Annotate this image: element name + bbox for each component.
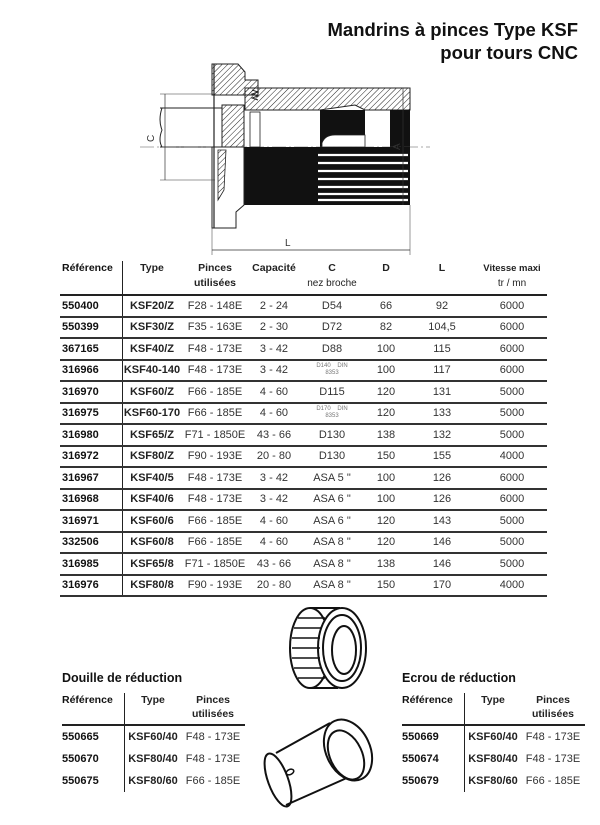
- cell-capacite: 4 - 60: [249, 532, 299, 554]
- cell-type: KSF60/Z: [123, 381, 182, 403]
- cell-capacite: 43 - 66: [249, 553, 299, 575]
- table-row: [60, 338, 547, 360]
- cell-type: KSF60/40: [128, 731, 178, 743]
- cell-capacite: 3 - 42: [249, 489, 299, 511]
- cell-pinces: F90 - 193E: [181, 446, 249, 468]
- cell-vitesse: 5000: [477, 532, 547, 554]
- cell-reference: 550669: [402, 725, 465, 748]
- table-row: [62, 748, 245, 770]
- cell-pinces: F48 - 173E: [525, 753, 581, 765]
- cell-vitesse: 6000: [477, 295, 547, 317]
- cell-pinces: F90 - 193E: [181, 575, 249, 597]
- cell-pinces: F48 - 173E: [185, 753, 241, 765]
- cell-c: ASA 8 ": [299, 575, 365, 597]
- reduction-nut-illustration: [280, 600, 370, 700]
- col-header-capacite: Capacité: [249, 261, 299, 295]
- col-header-pinces: Pinces utilisées: [181, 693, 245, 725]
- cell-pinces: F71 - 1850E: [181, 553, 249, 575]
- cell-d: 120: [365, 510, 407, 532]
- cell-type: KSF80/Z: [123, 446, 182, 468]
- table-header-row: [62, 693, 245, 725]
- table-row: [60, 295, 547, 317]
- table-row: [60, 489, 547, 511]
- cell-d: 100: [365, 467, 407, 489]
- cell-pinces: F66 - 185E: [185, 775, 241, 787]
- col-header-reference: Référence: [402, 693, 465, 725]
- cell-d: 150: [365, 446, 407, 468]
- cell-vitesse: 5000: [477, 424, 547, 446]
- cell-l: 146: [407, 553, 477, 575]
- cell-vitesse: 6000: [477, 489, 547, 511]
- table-row: [60, 381, 547, 403]
- cell-type: KSF40/5: [123, 467, 182, 489]
- col-header-type: Type: [123, 261, 182, 295]
- cell-c-din: D140 DIN 8353: [316, 363, 348, 377]
- cell-pinces: F66 - 185E: [525, 775, 581, 787]
- cell-c: ASA 8 ": [299, 553, 365, 575]
- cell-reference: 550675: [62, 770, 125, 792]
- cell-pinces: F48 - 173E: [181, 338, 249, 360]
- cell-d: 138: [365, 424, 407, 446]
- cell-d: 100: [365, 338, 407, 360]
- cell-vitesse: 4000: [477, 446, 547, 468]
- cell-c: [299, 360, 365, 382]
- cell-l: 126: [407, 489, 477, 511]
- col-header-d: D: [365, 261, 407, 295]
- cell-type: KSF80/60: [468, 775, 518, 787]
- cell-type: KSF80/40: [128, 753, 178, 765]
- cell-vitesse: 6000: [477, 467, 547, 489]
- col-header-reference: Référence: [62, 693, 125, 725]
- table-row: [60, 532, 547, 554]
- douille-table: [62, 693, 245, 792]
- cell-reference: 316975: [60, 403, 123, 425]
- cell-reference: 316971: [60, 510, 123, 532]
- cell-reference: 316967: [60, 467, 123, 489]
- cell-d: 120: [365, 532, 407, 554]
- cell-vitesse: 6000: [477, 360, 547, 382]
- cell-reference: 316968: [60, 489, 123, 511]
- cell-c: D72: [299, 317, 365, 339]
- cell-capacite: 2 - 30: [249, 317, 299, 339]
- ecrou-section-title: Ecrou de réduction: [402, 671, 516, 685]
- cell-l: 132: [407, 424, 477, 446]
- cell-l: 143: [407, 510, 477, 532]
- cell-reference: 316970: [60, 381, 123, 403]
- cell-type: KSF60/40: [468, 731, 518, 743]
- cell-d: 120: [365, 403, 407, 425]
- table-row: [402, 770, 585, 792]
- cell-reference: 550665: [62, 725, 125, 748]
- table-row: [60, 360, 547, 382]
- cell-reference: 332506: [60, 532, 123, 554]
- cell-capacite: 20 - 80: [249, 446, 299, 468]
- cell-type: KSF80/60: [128, 775, 178, 787]
- cell-c: ASA 6 ": [299, 489, 365, 511]
- cell-pinces: F48 - 173E: [525, 731, 581, 743]
- col-header-pinces: Pinces utilisées: [521, 693, 585, 725]
- cell-type: KSF60/8: [123, 532, 182, 554]
- dimension-label-a: A: [392, 143, 403, 150]
- cell-type: KSF20/Z: [123, 295, 182, 317]
- cell-c: D54: [299, 295, 365, 317]
- title-line-1: Mandrins à pinces Type KSF: [327, 19, 578, 40]
- cell-type: KSF40/6: [123, 489, 182, 511]
- cell-l: 131: [407, 381, 477, 403]
- table-row: [60, 446, 547, 468]
- cell-capacite: 3 - 42: [249, 338, 299, 360]
- table-header-row: [60, 261, 547, 295]
- cell-reference: 550400: [60, 295, 123, 317]
- cell-c: D88: [299, 338, 365, 360]
- cell-c-din: D170 DIN 8353: [316, 406, 348, 420]
- cell-l: 133: [407, 403, 477, 425]
- cell-capacite: 3 - 42: [249, 467, 299, 489]
- cell-type: KSF30/Z: [123, 317, 182, 339]
- cell-c: ASA 8 ": [299, 532, 365, 554]
- cell-reference: 550679: [402, 770, 465, 792]
- cell-reference: 316972: [60, 446, 123, 468]
- cell-type: KSF80/40: [468, 753, 518, 765]
- cell-vitesse: 5000: [477, 381, 547, 403]
- ecrou-table: [402, 693, 585, 792]
- cell-capacite: 4 - 60: [249, 510, 299, 532]
- cell-type: KSF80/8: [123, 575, 182, 597]
- cell-c: ASA 6 ": [299, 510, 365, 532]
- cell-l: 117: [407, 360, 477, 382]
- dimension-label-l: L: [285, 238, 291, 249]
- cell-pinces: F66 - 185E: [181, 532, 249, 554]
- cell-capacite: 43 - 66: [249, 424, 299, 446]
- cell-vitesse: 5000: [477, 553, 547, 575]
- cell-vitesse: 5000: [477, 510, 547, 532]
- col-header-type: Type: [465, 693, 522, 725]
- cell-pinces: F66 - 185E: [181, 510, 249, 532]
- cell-reference: 550399: [60, 317, 123, 339]
- table-row: [60, 510, 547, 532]
- table-row: [62, 770, 245, 792]
- cell-pinces: F48 - 173E: [181, 467, 249, 489]
- cell-l: 115: [407, 338, 477, 360]
- cell-vitesse: 6000: [477, 338, 547, 360]
- table-row: [402, 748, 585, 770]
- cell-pinces: F66 - 185E: [181, 381, 249, 403]
- cell-d: 120: [365, 381, 407, 403]
- cell-capacite: 4 - 60: [249, 381, 299, 403]
- reduction-sleeve-illustration: [258, 705, 383, 813]
- cell-pinces: F48 - 173E: [181, 489, 249, 511]
- cell-l: 146: [407, 532, 477, 554]
- col-header-vitesse: Vitesse maxi tr / mn: [477, 261, 547, 295]
- cell-c: ASA 5 ": [299, 467, 365, 489]
- chuck-cross-section-drawing: [140, 50, 430, 260]
- table-row: [62, 725, 245, 748]
- dimension-label-c: C: [146, 134, 157, 142]
- cell-capacite: 20 - 80: [249, 575, 299, 597]
- col-header-l: L: [407, 261, 477, 295]
- cell-reference: 550670: [62, 748, 125, 770]
- cell-l: 170: [407, 575, 477, 597]
- cell-c: [299, 403, 365, 425]
- title-line-2: pour tours CNC: [440, 42, 578, 63]
- cell-c: D115: [299, 381, 365, 403]
- col-header-pinces: Pinces utilisées: [181, 261, 249, 295]
- cell-type: KSF60/6: [123, 510, 182, 532]
- cell-c: D130: [299, 446, 365, 468]
- cell-d: 82: [365, 317, 407, 339]
- cell-reference: 316980: [60, 424, 123, 446]
- table-row: [60, 424, 547, 446]
- cell-l: 155: [407, 446, 477, 468]
- douille-section-title: Douille de réduction: [62, 671, 183, 685]
- table-row: [60, 467, 547, 489]
- cell-c: D130: [299, 424, 365, 446]
- cell-capacite: 2 - 24: [249, 295, 299, 317]
- cell-type: KSF40-140: [123, 360, 182, 382]
- cell-capacite: 3 - 42: [249, 360, 299, 382]
- table-header-row: [402, 693, 585, 725]
- cell-l: 92: [407, 295, 477, 317]
- cell-l: 126: [407, 467, 477, 489]
- cell-d: 100: [365, 360, 407, 382]
- cell-reference: 316966: [60, 360, 123, 382]
- col-header-reference: Référence: [60, 261, 123, 295]
- cell-pinces: F66 - 185E: [181, 403, 249, 425]
- col-header-type: Type: [125, 693, 182, 725]
- cell-reference: 367165: [60, 338, 123, 360]
- table-row: [60, 575, 547, 597]
- cell-d: 66: [365, 295, 407, 317]
- cell-type: KSF65/Z: [123, 424, 182, 446]
- cell-capacite: 4 - 60: [249, 403, 299, 425]
- cell-type: KSF60-170: [123, 403, 182, 425]
- cell-pinces: F28 - 148E: [181, 295, 249, 317]
- cell-pinces: F48 - 173E: [185, 731, 241, 743]
- cell-l: 104,5: [407, 317, 477, 339]
- cell-d: 138: [365, 553, 407, 575]
- col-header-c: C nez broche: [299, 261, 365, 295]
- cell-vitesse: 5000: [477, 403, 547, 425]
- cell-vitesse: 6000: [477, 317, 547, 339]
- cell-pinces: F71 - 1850E: [181, 424, 249, 446]
- table-row: [60, 403, 547, 425]
- chuck-spec-table: [60, 261, 547, 597]
- cell-d: 100: [365, 489, 407, 511]
- cell-pinces: F35 - 163E: [181, 317, 249, 339]
- cell-reference: 316976: [60, 575, 123, 597]
- table-row: [60, 317, 547, 339]
- table-row: [402, 725, 585, 748]
- cell-pinces: F48 - 173E: [181, 360, 249, 382]
- cell-type: KSF40/Z: [123, 338, 182, 360]
- cell-d: 150: [365, 575, 407, 597]
- cell-type: KSF65/8: [123, 553, 182, 575]
- cell-vitesse: 4000: [477, 575, 547, 597]
- cell-reference: 550674: [402, 748, 465, 770]
- cell-reference: 316985: [60, 553, 123, 575]
- table-row: [60, 553, 547, 575]
